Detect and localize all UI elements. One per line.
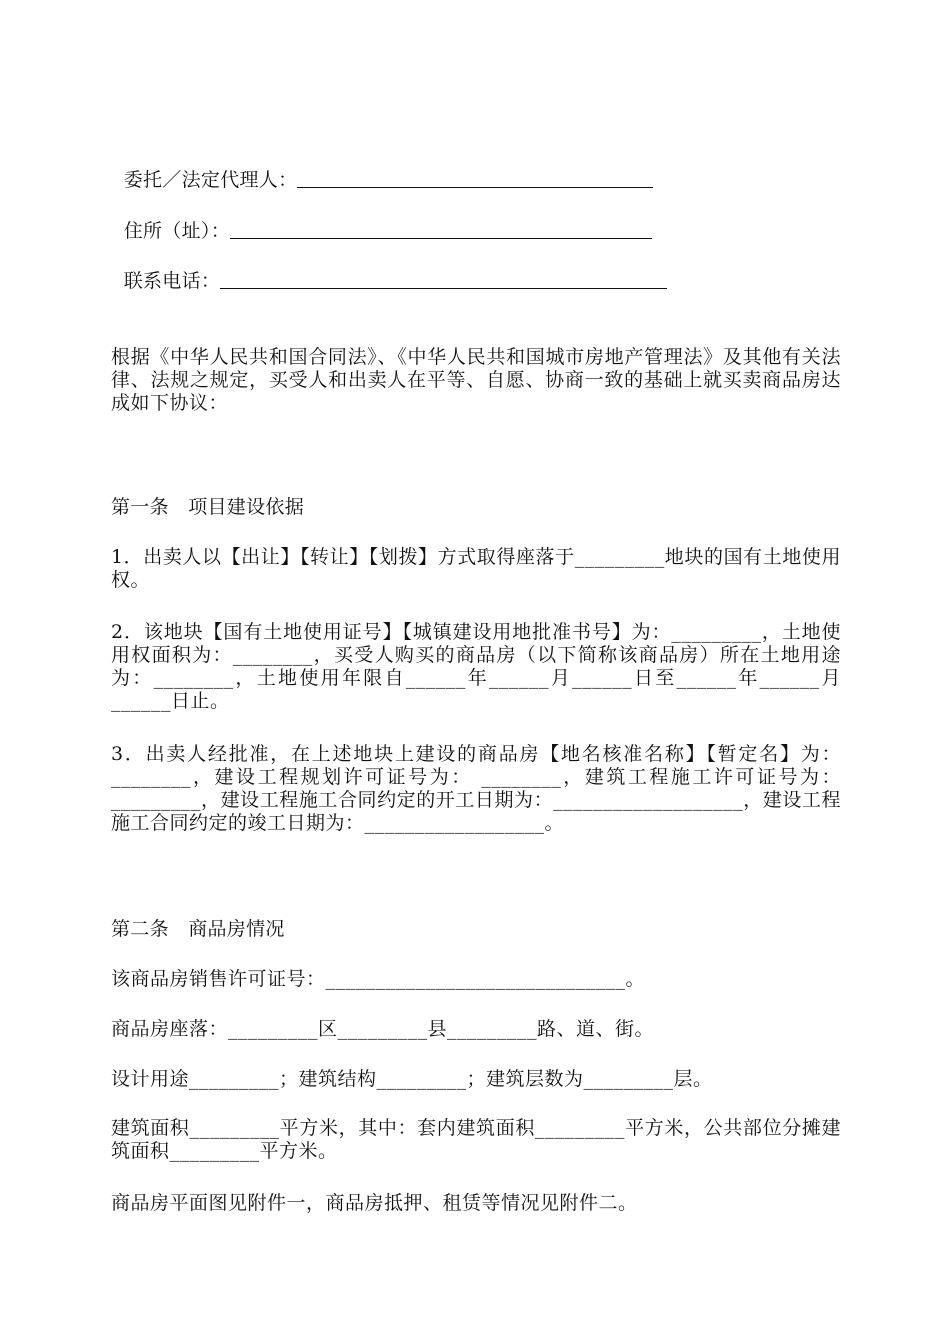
attachment-line: 商品房平面图见附件一，商品房抵押、租赁等情况见附件二。	[111, 1192, 638, 1214]
usage-line: 设计用途_________；建筑结构_________；建筑层数为_________层。	[111, 1068, 713, 1090]
article2-title: 第二条 商品房情况	[111, 918, 285, 940]
area-paragraph: 建筑面积_________平方米，其中：套内建筑面积_________平方米，公共部位分摊建筑面积_________平方米。	[111, 1117, 841, 1162]
agent-phone-blank[interactable]	[220, 270, 667, 289]
agent-address-line	[111, 198, 652, 242]
article1-paragraph-1: 1．出卖人以【出让】【转让】【划拨】方式取得座落于_________地块的国有土地使用权。	[111, 546, 841, 591]
location-line: 商品房座落：_________区_________县_________路、道、街。	[111, 1018, 655, 1040]
sales-permit-line: 该商品房销售许可证号：______________________________。	[111, 968, 646, 990]
article1-paragraph-3: 3．出卖人经批准，在上述地块上建设的商品房【地名核准名称】【暂定名】为：________，建设工程规划许可证号为： ________，建筑工程施工许可证号为：_________，建设工程施工合同约定的开工日期为：___________________，建设工程施工合同约定的竣工日期为：__________________。	[111, 743, 841, 834]
article1-title: 第一条 项目建设依据	[111, 496, 305, 518]
agent-name-line	[111, 147, 653, 191]
agent-phone-label: 联系电话：	[123, 270, 221, 292]
agent-name-blank[interactable]	[297, 169, 653, 188]
agent-label: 委托／法定代理人：	[123, 169, 298, 191]
article1-paragraph-2: 2．该地块【国有土地使用证号】【城镇建设用地批准书号】为：_________，土地使用权面积为：________，买受人购买的商品房（以下简称该商品房）所在土地用途为：________，土地使用年限自______年______月______日至______年______月______日止。	[111, 621, 841, 712]
agent-address-label: 住所（址）：	[123, 220, 230, 242]
agent-address-blank[interactable]	[230, 220, 652, 239]
agent-phone-line	[111, 248, 667, 292]
intro-paragraph: 根据《中华人民共和国合同法》、《中华人民共和国城市房地产管理法》及其他有关法律、法规之规定，买受人和出卖人在平等、自愿、协商一致的基础上就买卖商品房达成如下协议：	[111, 346, 841, 414]
